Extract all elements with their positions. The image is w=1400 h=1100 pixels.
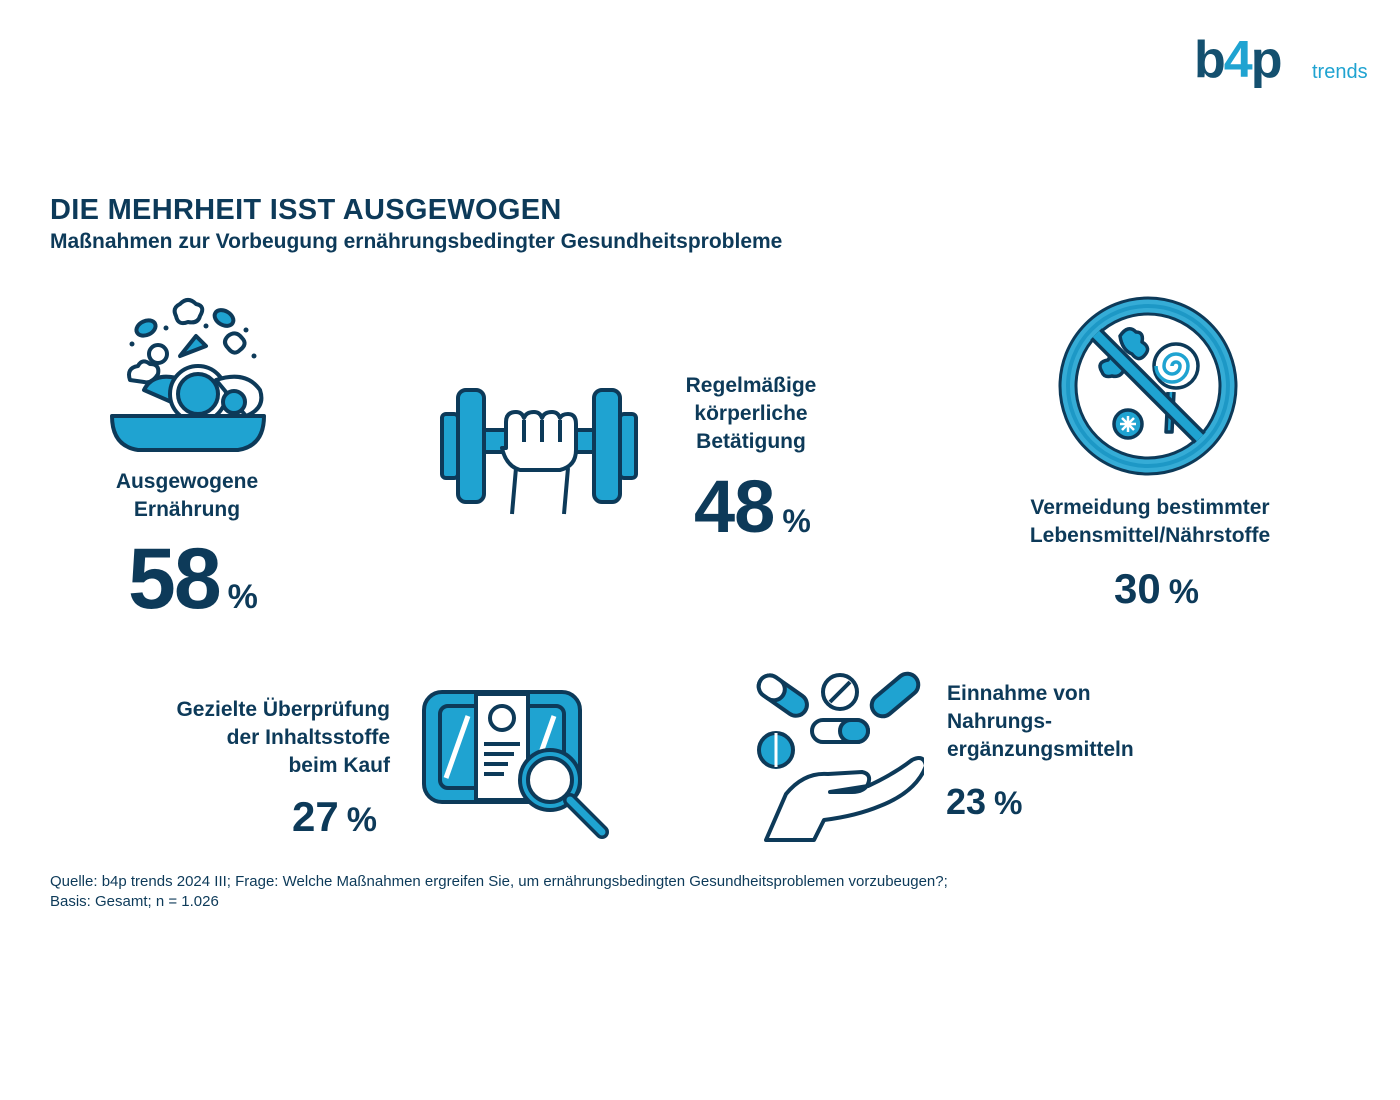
pills-hand-icon [752, 670, 924, 844]
source-note [50, 872, 948, 912]
stat-number: 48 [694, 465, 775, 548]
dumbbell-icon [438, 386, 640, 518]
logo-trends: trends [1312, 61, 1368, 83]
label-magnifier-icon [420, 688, 610, 844]
stat-label: Vermeidung bestimmter Lebensmittel/Nährstoffe [1029, 496, 1271, 547]
stat-unit: % [994, 785, 1023, 821]
stat-value [292, 793, 377, 840]
stat-number: 30 [1114, 565, 1161, 612]
stat-value [946, 781, 1023, 822]
stat-label: Regelmäßige körperliche Betätigung [685, 374, 817, 453]
salad-bowl-icon [104, 294, 272, 454]
stat-number: 23 [946, 781, 987, 822]
no-sweets-icon [1058, 296, 1238, 476]
stat-number: 58 [128, 531, 220, 627]
chart-subtitle: Maßnahmen zur Vorbeugung ernährungsbedingter Gesundheitsprobleme [50, 230, 783, 253]
chart-title: DIE MEHRHEIT ISST AUSGEWOGEN [50, 194, 562, 226]
stat-label: Gezielte Überprüfung der Inhaltsstoffe beim Kauf [176, 698, 390, 777]
stat-unit: % [782, 503, 811, 539]
b4p-trends-logo [1194, 30, 1384, 96]
stat-value [1114, 565, 1199, 612]
stat-number: 27 [292, 793, 339, 840]
stat-value [694, 465, 811, 548]
stat-unit: % [1168, 573, 1199, 611]
source-line-2: Basis: Gesamt; n = 1.026 [50, 893, 219, 910]
stat-label: Einnahme von Nahrungs- ergänzungsmitteln [947, 682, 1134, 761]
source-line-1: Quelle: b4p trends 2024 III; Frage: Welche Maßnahmen ergreifen Sie, um ernährungsbedingten Gesundheitsproblemen vorzubeugen?; [50, 873, 948, 890]
stat-unit: % [346, 801, 377, 839]
stat-label: Ausgewogene Ernährung [115, 470, 259, 521]
stat-unit: % [227, 578, 258, 616]
logo-wordmark: b4p [1194, 31, 1281, 89]
stat-value [128, 531, 258, 627]
